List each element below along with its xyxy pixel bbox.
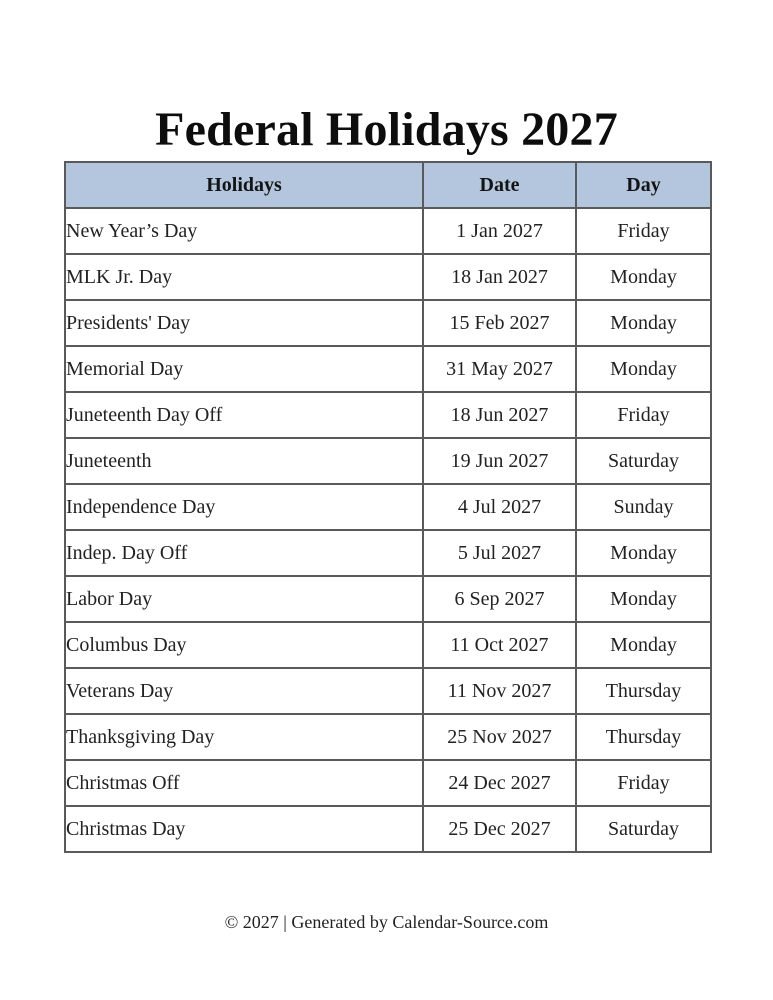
holiday-day-cell: Monday — [576, 346, 711, 392]
holiday-day-cell: Friday — [576, 760, 711, 806]
holiday-name-cell: Memorial Day — [65, 346, 423, 392]
table-row — [65, 760, 711, 806]
holidays-table — [64, 161, 712, 853]
table-header-row — [65, 162, 711, 208]
table-row — [65, 346, 711, 392]
table-row — [65, 208, 711, 254]
holiday-name-cell: Veterans Day — [65, 668, 423, 714]
holiday-day-cell: Saturday — [576, 438, 711, 484]
column-header-day: Day — [576, 162, 711, 208]
holiday-date-cell: 25 Nov 2027 — [423, 714, 576, 760]
holiday-date-cell: 24 Dec 2027 — [423, 760, 576, 806]
footer-credit: © 2027 | Generated by Calendar-Source.com — [224, 912, 549, 932]
table-row — [65, 484, 711, 530]
holiday-name-cell: Columbus Day — [65, 622, 423, 668]
holiday-name-cell: Indep. Day Off — [65, 530, 423, 576]
table-row — [65, 392, 711, 438]
table-row — [65, 668, 711, 714]
holiday-date-cell: 1 Jan 2027 — [423, 208, 576, 254]
table-row — [65, 622, 711, 668]
holiday-day-cell: Friday — [576, 392, 711, 438]
holiday-day-cell: Monday — [576, 254, 711, 300]
table-row — [65, 806, 711, 852]
column-header-date: Date — [423, 162, 576, 208]
holiday-date-cell: 19 Jun 2027 — [423, 438, 576, 484]
table-row — [65, 714, 711, 760]
holiday-name-cell: MLK Jr. Day — [65, 254, 423, 300]
holiday-day-cell: Monday — [576, 530, 711, 576]
holiday-name-cell: Independence Day — [65, 484, 423, 530]
holiday-day-cell: Saturday — [576, 806, 711, 852]
holiday-day-cell: Monday — [576, 300, 711, 346]
table-row — [65, 254, 711, 300]
holiday-date-cell: 18 Jan 2027 — [423, 254, 576, 300]
holiday-day-cell: Sunday — [576, 484, 711, 530]
holiday-date-cell: 11 Oct 2027 — [423, 622, 576, 668]
holiday-day-cell: Thursday — [576, 714, 711, 760]
holiday-date-cell: 25 Dec 2027 — [423, 806, 576, 852]
table-row — [65, 438, 711, 484]
holiday-date-cell: 18 Jun 2027 — [423, 392, 576, 438]
page-title: Federal Holidays 2027 — [155, 103, 618, 157]
holiday-date-cell: 4 Jul 2027 — [423, 484, 576, 530]
holiday-name-cell: New Year’s Day — [65, 208, 423, 254]
column-header-holidays: Holidays — [65, 162, 423, 208]
table-row — [65, 530, 711, 576]
holiday-name-cell: Presidents' Day — [65, 300, 423, 346]
holiday-date-cell: 31 May 2027 — [423, 346, 576, 392]
holiday-name-cell: Juneteenth Day Off — [65, 392, 423, 438]
holiday-name-cell: Christmas Off — [65, 760, 423, 806]
table-row — [65, 300, 711, 346]
holiday-date-cell: 5 Jul 2027 — [423, 530, 576, 576]
holiday-name-cell: Juneteenth — [65, 438, 423, 484]
holiday-day-cell: Monday — [576, 622, 711, 668]
table-row — [65, 576, 711, 622]
holiday-day-cell: Monday — [576, 576, 711, 622]
holiday-day-cell: Friday — [576, 208, 711, 254]
holiday-name-cell: Christmas Day — [65, 806, 423, 852]
holiday-date-cell: 6 Sep 2027 — [423, 576, 576, 622]
holiday-date-cell: 15 Feb 2027 — [423, 300, 576, 346]
holiday-day-cell: Thursday — [576, 668, 711, 714]
holiday-name-cell: Labor Day — [65, 576, 423, 622]
holiday-date-cell: 11 Nov 2027 — [423, 668, 576, 714]
holiday-name-cell: Thanksgiving Day — [65, 714, 423, 760]
